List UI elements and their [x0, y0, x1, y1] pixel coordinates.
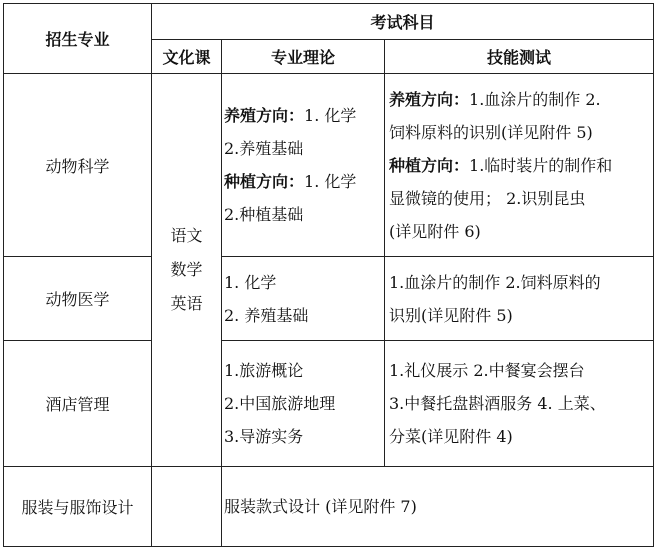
- exam-subjects-table: [3, 3, 654, 547]
- major-animal-science: 动物科学: [4, 74, 152, 257]
- direction-label: 养殖方向：: [224, 106, 305, 125]
- culture-subject: 英语: [170, 294, 203, 313]
- header-theory: 专业理论: [222, 40, 385, 74]
- skills-item: (详见附件 6): [389, 221, 481, 241]
- theory-item: 2.养殖基础: [224, 139, 304, 158]
- table-row: [4, 467, 654, 547]
- table-row: [4, 341, 654, 467]
- header-culture: 文化课: [152, 40, 222, 74]
- major-hotel-management: 酒店管理: [4, 341, 152, 467]
- header-major: 招生专业: [4, 4, 152, 74]
- direction-label: 养殖方向：: [389, 89, 470, 109]
- table-row: [4, 74, 654, 257]
- major-animal-medicine: 动物医学: [4, 257, 152, 341]
- skills-item: 识别(详见附件 5): [389, 305, 513, 325]
- culture-subjects-cell: [152, 74, 222, 467]
- header-skills: 技能测试: [385, 40, 654, 74]
- table-row: [4, 257, 654, 341]
- skills-item: 分菜(详见附件 4): [389, 427, 513, 446]
- major-fashion-design: 服装与服饰设计: [4, 467, 152, 547]
- theory-item: 1.旅游概论: [224, 361, 304, 380]
- theory-skills-fashion-design: 服装款式设计 (详见附件 7): [222, 467, 654, 547]
- skills-animal-medicine: [385, 257, 654, 341]
- culture-subject: 数学: [170, 260, 203, 279]
- direction-label: 种植方向：: [389, 155, 470, 175]
- skills-item: 1.血涂片的制作 2.饲料原料的: [389, 272, 601, 292]
- direction-label: 种植方向：: [224, 172, 305, 191]
- header-subjects: 考试科目: [152, 4, 654, 40]
- theory-item: 1. 化学: [304, 172, 357, 191]
- culture-subject: 语文: [170, 226, 203, 245]
- skills-item: 显微镜的使用； 2.识别昆虫: [389, 188, 586, 208]
- skills-animal-science: [385, 74, 654, 257]
- theory-item: 2. 养殖基础: [224, 305, 309, 325]
- skills-item: 1.血涂片的制作 2.: [469, 89, 601, 109]
- theory-animal-medicine: [222, 257, 385, 341]
- theory-hotel-management: [222, 341, 385, 467]
- theory-item: 2.种植基础: [224, 205, 304, 224]
- theory-item: 2.中国旅游地理: [224, 394, 336, 413]
- theory-item: 1. 化学: [224, 272, 277, 292]
- skills-item: 3.中餐托盘斟酒服务 4. 上菜、: [389, 394, 606, 413]
- skills-item: 1.临时装片的制作和: [469, 155, 613, 175]
- theory-item: 3.导游实务: [224, 427, 304, 446]
- skills-item: 1.礼仪展示 2.中餐宴会摆台: [389, 361, 585, 380]
- skills-hotel-management: [385, 341, 654, 467]
- theory-animal-science: [222, 74, 385, 257]
- theory-item: 1. 化学: [304, 106, 357, 125]
- skills-item: 饲料原料的识别(详见附件 5): [389, 122, 593, 142]
- culture-empty-cell: [152, 467, 222, 547]
